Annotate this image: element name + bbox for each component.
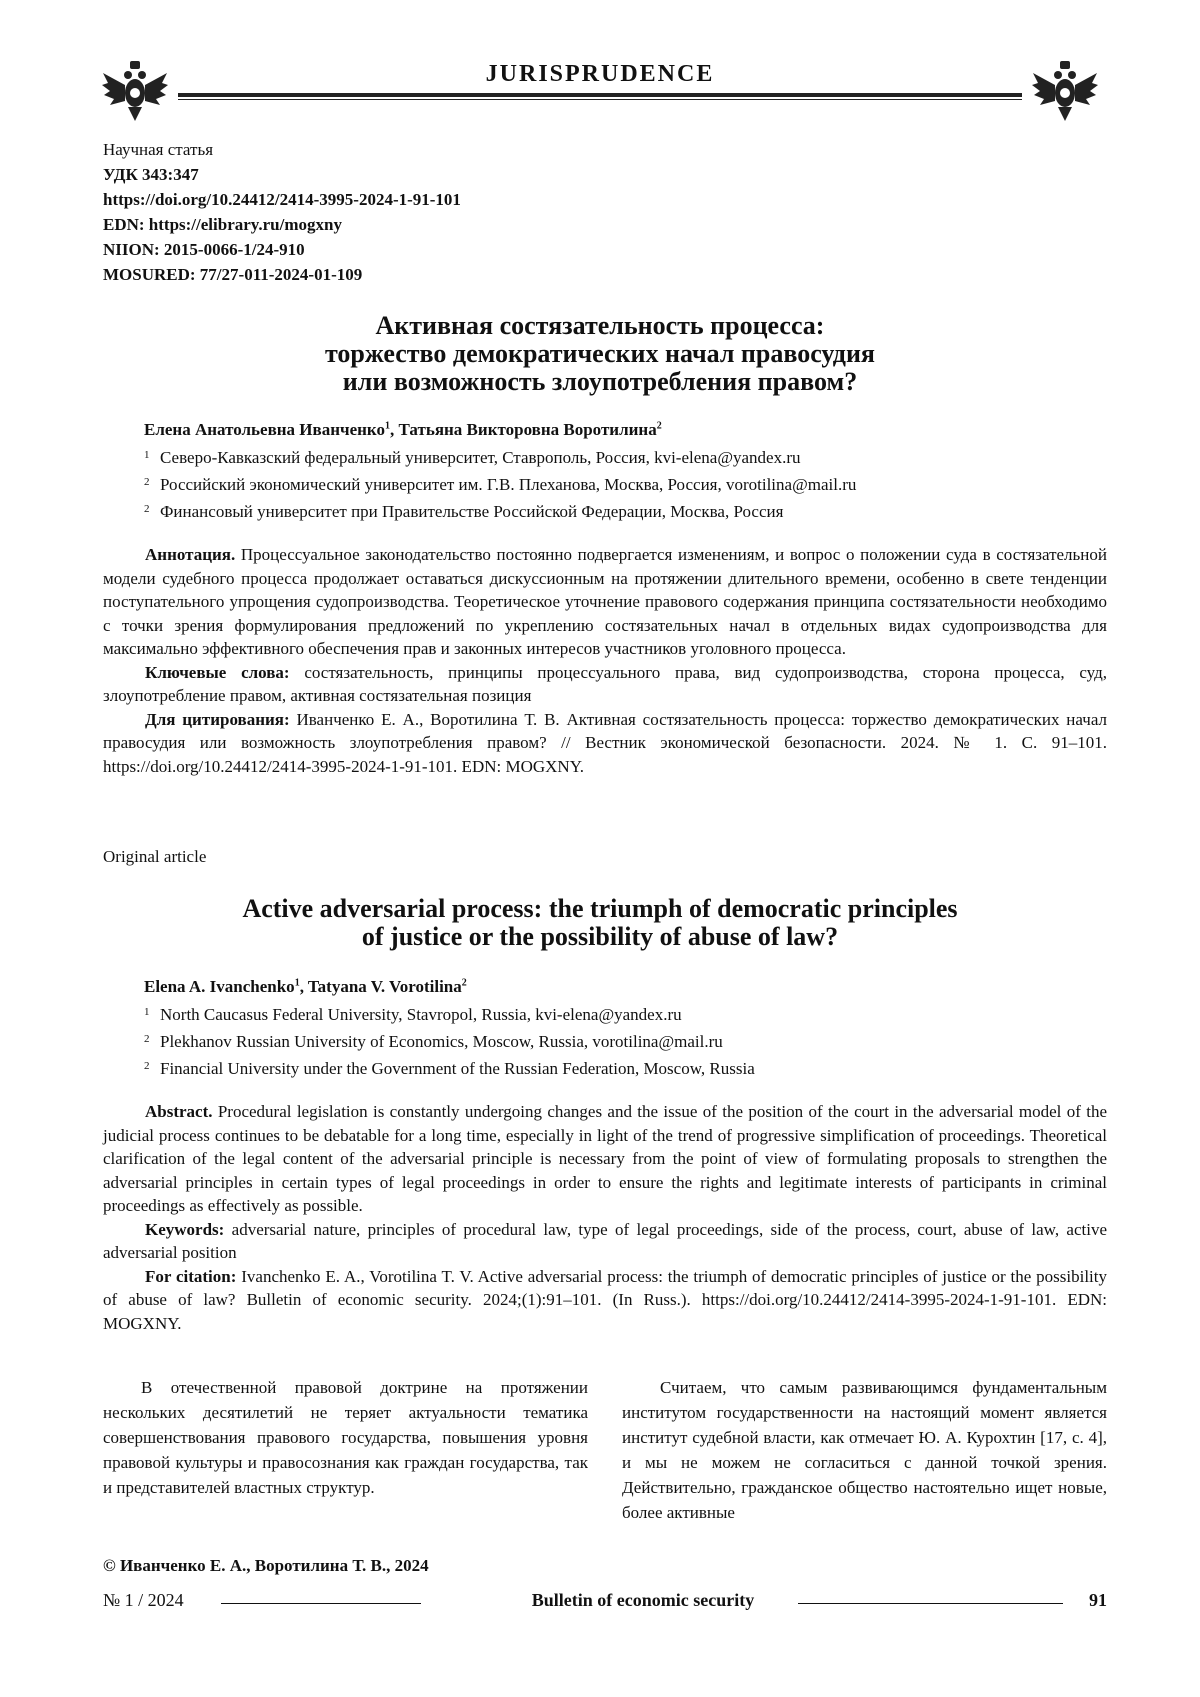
- authors-ru: [144, 420, 662, 440]
- affiliation-item: [144, 1000, 755, 1027]
- keywords-text: состязательность, принципы процессуального права, вид судопроизводства, сторона процесса, суд, злоупотребление правом, активная состязательная позиция: [103, 662, 1108, 705]
- affiliation-text: Северо-Кавказский федеральный университет, Ставрополь, Россия, kvi-elena@yandex.ru: [160, 448, 801, 467]
- affiliation-text: Plekhanov Russian University of Economics, Moscow, Russia, vorotilina@mail.ru: [160, 1032, 723, 1051]
- citation-text: Ivanchenko E. A., Vorotilina T. V. Active adversarial process: the triumph of democratic principles of justice or the possibility of abuse of law? Bulletin of economic security. 2024;(1):91–101. (In Russ.). https://doi.org/10.24412/2414-3995-2024-1-91-101. EDN: MOGXNY.: [103, 1266, 1107, 1333]
- affiliation-text: Financial University under the Government of the Russian Federation, Moscow, Russia: [160, 1059, 755, 1078]
- citation-label: Для цитирования:: [145, 709, 290, 729]
- affiliation-number: 2: [144, 1060, 150, 1072]
- title-line: of justice or the possibility of abuse of law?: [361, 922, 839, 951]
- abstract-text: Процессуальное законодательство постоянно подвергается изменениям, и вопрос о положении суда в состязательной модели судебного процесса продолжает оставаться дискуссионным на протяжении длительного времени, особенно в свете тенденции поступательного упрощения судопроизводства. Теоретическое уточнение правового содержания принципа состязательности необходимо с точки зрения формулирования предложений по укреплению состязательных начал в отдельных видах судопроизводства для максимально эффективного обеспечения прав и законных интересов участников уголовного процесса.: [103, 545, 1107, 658]
- affiliation-item: [144, 1054, 755, 1081]
- affiliations-en: [144, 1000, 755, 1081]
- affiliation-text: North Caucasus Federal University, Stavropol, Russia, kvi-elena@yandex.ru: [160, 1005, 682, 1024]
- affiliation-text: Финансовый университет при Правительстве Российской Федерации, Москва, Россия: [160, 502, 784, 521]
- author-separator: ,: [299, 977, 308, 996]
- affiliation-text: Российский экономический университет им. Г.В. Плеханова, Москва, Россия, vorotilina@mail.ru: [160, 475, 857, 494]
- citation-text: Иванченко Е. А., Воротилина Т. В. Активная состязательность процесса: торжество демократических начал правосудия или возможность злоупотребления правом? // Вестник экономической безопасности. 2024. № 1. С. 91–101. https://doi.org/10.24412/2414-3995-2024-1-91-101. EDN: MOGXNY.: [103, 709, 1108, 776]
- author-affiliation-mark: 1: [385, 420, 390, 432]
- copyright-notice: © Иванченко Е. А., Воротилина Т. В., 2024: [103, 1556, 429, 1575]
- body-column-left: [103, 1375, 588, 1500]
- affiliation-number: 2: [144, 1033, 150, 1045]
- affiliation-item: [144, 470, 856, 497]
- niion-code: NIION: 2015-0066-1/24-910: [103, 240, 305, 259]
- keywords-label: Ключевые слова:: [145, 662, 290, 682]
- abstract-label: Аннотация.: [145, 545, 236, 564]
- citation-paragraph: [103, 1265, 1107, 1336]
- article-title-ru: [100, 312, 1100, 396]
- mosured-code: MOSURED: 77/27-011-2024-01-109: [103, 265, 363, 284]
- udk-code: УДК 343:347: [103, 165, 199, 184]
- affiliation-number: 1: [144, 449, 150, 461]
- page-header: [100, 55, 1100, 125]
- author-affiliation-mark: 2: [656, 420, 662, 432]
- article-meta: [103, 137, 461, 287]
- double-headed-eagle-emblem-icon: [1030, 55, 1100, 125]
- keywords-text: adversarial nature, principles of procedural law, type of legal proceedings, side of the process, court, abuse of law, active adversarial position: [103, 1219, 1107, 1262]
- title-line: или возможность злоупотребления правом?: [342, 367, 858, 396]
- title-line: торжество демократических начал правосудия: [324, 339, 875, 368]
- author-name: Елена Анатольевна Иванченко: [144, 420, 385, 439]
- affiliation-number: 2: [144, 503, 150, 515]
- author-separator: ,: [390, 420, 399, 439]
- keywords-paragraph: [103, 661, 1107, 708]
- affiliation-item: [144, 497, 856, 524]
- article-type-en: Original article: [103, 847, 207, 866]
- page-number: 91: [1089, 1590, 1107, 1610]
- body-column-right: [622, 1375, 1107, 1525]
- author-affiliation-mark: 1: [294, 977, 300, 989]
- page-footer: [103, 1590, 1107, 1620]
- footer-rule: [798, 1603, 1063, 1604]
- body-paragraph: Считаем, что самым развивающимся фундаментальным институтом государственности на настоящий момент является институт судебной власти, как отмечает Ю. А. Курохтин [17, с. 4], и мы не можем не согласиться с данной точкой зрения. Действительно, гражданское общество настоятельно ищет новые, более активные: [622, 1378, 1107, 1522]
- affiliation-number: 2: [144, 476, 150, 488]
- header-rule: [178, 93, 1022, 100]
- edn-link[interactable]: EDN: https://elibrary.ru/mogxny: [103, 215, 342, 234]
- article-title-en: [100, 895, 1100, 951]
- affiliation-item: [144, 1027, 755, 1054]
- keywords-label: Keywords:: [145, 1219, 225, 1239]
- title-line: Активная состязательность процесса:: [375, 311, 825, 340]
- footer-rule: [221, 1603, 421, 1604]
- abstract-text: Procedural legislation is constantly undergoing changes and the issue of the position of the court in the adversarial model of the judicial process continues to be debatable for a long time, especially in light of the trend of progressive simplification of proceedings. Theoretical clarification of the legal content of the adversarial principle is necessary from the point of view of formulating proposals to strengthen the adversarial principles in certain types of legal proceedings in order to ensure the rights and legitimate interests of participants in criminal proceedings as effectively as possible.: [103, 1102, 1107, 1215]
- keywords-paragraph: [103, 1218, 1107, 1265]
- journal-name: Bulletin of economic security: [531, 1590, 755, 1610]
- double-headed-eagle-emblem-icon: [100, 55, 170, 125]
- abstract-label: Abstract.: [145, 1102, 213, 1121]
- author-name: Tatyana V. Vorotilina: [307, 977, 462, 996]
- affiliation-item: [144, 443, 856, 470]
- authors-en: [144, 977, 467, 997]
- author-name: Татьяна Викторовна Воротилина: [398, 420, 657, 439]
- abstract-en: [103, 1100, 1107, 1335]
- abstract-ru: [103, 543, 1107, 778]
- abstract-paragraph: [103, 1100, 1107, 1218]
- issue-number: № 1 / 2024: [103, 1590, 184, 1610]
- citation-paragraph: [103, 708, 1107, 779]
- body-paragraph: В отечественной правовой доктрине на протяжении нескольких десятилетий не теряет актуальности тематика совершенствования правового государства, повышения уровня правовой культуры и правосознания как граждан государства, так и представителей властных структур.: [103, 1378, 588, 1497]
- citation-label: For citation:: [145, 1266, 237, 1286]
- doi-link[interactable]: https://doi.org/10.24412/2414-3995-2024-1-91-101: [103, 190, 461, 209]
- title-line: Active adversarial process: the triumph of democratic principles: [242, 894, 958, 923]
- abstract-paragraph: [103, 543, 1107, 661]
- section-title: JURISPRUDENCE: [478, 61, 723, 88]
- article-type: Научная статья: [103, 140, 214, 159]
- affiliation-number: 1: [144, 1006, 150, 1018]
- author-name: Elena A. Ivanchenko: [144, 977, 295, 996]
- affiliations-ru: [144, 443, 856, 524]
- author-affiliation-mark: 2: [461, 977, 467, 989]
